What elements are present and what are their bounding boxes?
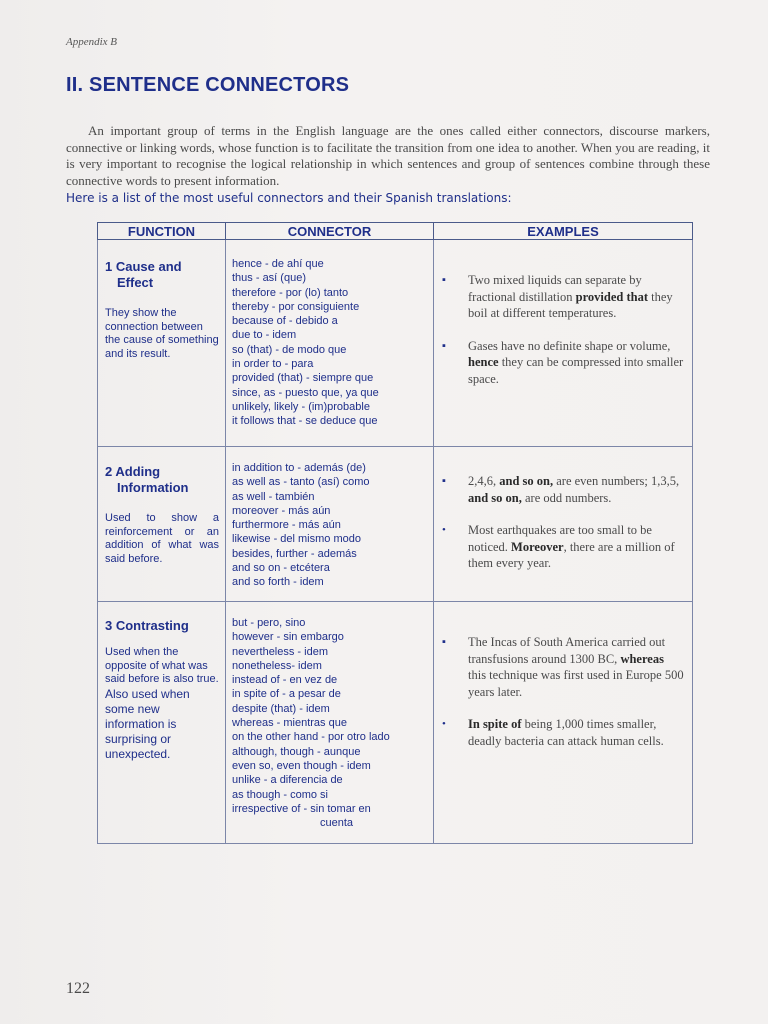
list-item: in spite of - a pesar de	[232, 688, 341, 701]
function-title-line: Effect	[117, 275, 154, 290]
example-connector: and so on,	[468, 490, 522, 505]
lead-sentence: Here is a list of the most useful connectors and their Spanish translations:	[66, 191, 512, 205]
example-connector: whereas	[620, 651, 664, 666]
connector-list	[226, 616, 433, 830]
example-text: The Incas of South America carried out transfusions around 1300 BC,	[468, 635, 666, 666]
example-text: Gases have no definite shape or volume,	[468, 338, 671, 353]
function-description: Used to show a reinforcement or an addition of what was said before.	[105, 512, 219, 565]
examples-cell	[434, 447, 693, 602]
function-description: Also used when some new information is surprising or unexpected.	[105, 686, 190, 761]
list-item: since, as - puesto que, ya que	[232, 386, 379, 399]
list-item: on the other hand - por otro lado	[232, 731, 390, 744]
examples-list	[434, 272, 692, 387]
example-text: they boil at different temperatures.	[468, 289, 673, 320]
running-head: Appendix B	[66, 36, 118, 48]
list-item: however - sin embargo	[232, 631, 344, 644]
list-item: because of - debido a	[232, 315, 338, 328]
example-item	[442, 338, 684, 388]
connector-list	[226, 461, 433, 590]
list-item: likewise - del mismo modo	[232, 533, 361, 546]
example-text: they can be compressed into smaller space.	[468, 355, 684, 386]
list-item: as well as - tanto (así) como	[232, 476, 370, 489]
list-item: thereby - por consiguiente	[232, 300, 360, 313]
examples-cell	[434, 240, 693, 447]
list-item: nevertheless - idem	[232, 645, 328, 658]
connector-list	[226, 257, 433, 429]
function-cell	[98, 602, 226, 844]
example-connector: Moreover	[511, 539, 564, 554]
intro-paragraph: An important group of terms in the English language are the ones called either connectors, discourse markers, connective or linking words, whose function is to facilitate the transition from one idea to another. When you are reading, it is very important to recognise the logical relationship in which sentences and group of sentences combine through these connective words to present information.	[66, 123, 710, 188]
list-item: besides, further - además	[232, 547, 357, 560]
section-title: II. SENTENCE CONNECTORS	[66, 74, 350, 96]
example-text: are odd numbers.	[521, 490, 612, 505]
list-item: as well - también	[232, 490, 315, 503]
function-title-line: Information	[117, 480, 189, 495]
list-item: in order to - para	[232, 358, 314, 371]
table-row	[98, 447, 693, 602]
example-item	[442, 522, 684, 572]
examples-list	[434, 634, 692, 749]
list-item: due to - idem	[232, 329, 297, 342]
header-function: FUNCTION	[98, 223, 226, 240]
example-text: Most earthquakes are too small to be noticed.	[468, 523, 652, 554]
function-cell	[98, 240, 226, 447]
function-title-line: 1 Cause and	[105, 259, 182, 274]
example-item	[442, 716, 684, 749]
example-item	[442, 634, 684, 700]
list-item: but - pero, sino	[232, 617, 306, 629]
header-connector: CONNECTOR	[226, 223, 434, 240]
bullet-icon: ▪	[442, 339, 446, 352]
list-item: provided (that) - siempre que	[232, 372, 374, 385]
function-title-line: 2 Adding	[105, 464, 161, 479]
function-description: Used when the opposite of what was said before is also true.	[105, 646, 219, 685]
bullet-icon: ▪	[442, 274, 446, 286]
list-item: furthermore - más aún	[232, 519, 341, 532]
example-text: this technique was first used in Europe 500 years later.	[468, 668, 684, 699]
list-item: unlikely, likely - (im)probable	[232, 400, 370, 413]
list-item: unlike - a diferencia de	[232, 774, 343, 787]
list-item: and so forth - idem	[232, 576, 324, 589]
list-item: nonetheless- idem	[232, 659, 322, 672]
list-item: irrespective of - sin tomar en	[232, 802, 371, 815]
list-item: thus - así (que)	[232, 272, 306, 285]
list-item: moreover - más aún	[232, 504, 331, 517]
bullet-icon: ▪	[442, 636, 446, 648]
list-item: even so, even though - idem	[232, 759, 371, 772]
examples-list	[434, 473, 692, 572]
connector-cell	[226, 447, 434, 602]
list-item: although, though - aunque	[232, 745, 361, 758]
list-item: as though - como si	[232, 788, 328, 801]
example-item	[442, 473, 684, 506]
list-item: so (that) - de modo que	[232, 343, 347, 356]
example-text: , there are a million of them every year.	[468, 539, 675, 570]
example-text: being 1,000 times smaller, deadly bacteria can attack human cells.	[468, 717, 664, 748]
connector-cell	[226, 602, 434, 844]
list-item: hence - de ahí que	[232, 258, 324, 270]
list-item: cuenta	[320, 817, 354, 830]
example-text: Two mixed liquids can separate by fractional distillation	[468, 273, 642, 304]
example-text: 2,4,6,	[468, 474, 500, 488]
examples-cell	[434, 602, 693, 844]
list-item: therefore - por (lo) tanto	[232, 286, 349, 299]
connectors-table	[97, 222, 693, 844]
table-row	[98, 602, 693, 844]
list-item: in addition to - además (de)	[232, 462, 366, 474]
example-connector: hence	[468, 355, 499, 369]
function-description: They show the connection between the cause of something and its result.	[105, 307, 219, 360]
list-item: whereas - mientras que	[232, 717, 347, 730]
list-item: despite (that) - idem	[232, 702, 330, 715]
header-examples: EXAMPLES	[434, 223, 693, 240]
table-header-row	[98, 223, 693, 240]
bullet-icon: •	[442, 718, 446, 730]
function-title	[105, 259, 219, 291]
example-connector: provided that	[575, 289, 648, 304]
function-title	[105, 464, 219, 496]
example-item	[442, 272, 684, 322]
table-row	[98, 240, 693, 447]
example-text: are even numbers; 1,3,5,	[553, 474, 680, 488]
connector-cell	[226, 240, 434, 447]
list-item: it follows that - se deduce que	[232, 415, 378, 428]
example-connector: and so on,	[499, 474, 554, 488]
example-connector: In spite of	[468, 717, 522, 731]
list-item: instead of - en vez de	[232, 674, 338, 687]
bullet-icon: •	[442, 524, 446, 536]
bullet-icon: ▪	[442, 475, 446, 487]
function-title: 3 Contrasting	[105, 618, 189, 633]
page-number: 122	[66, 980, 90, 997]
function-cell	[98, 447, 226, 602]
list-item: and so on - etcétera	[232, 562, 330, 575]
